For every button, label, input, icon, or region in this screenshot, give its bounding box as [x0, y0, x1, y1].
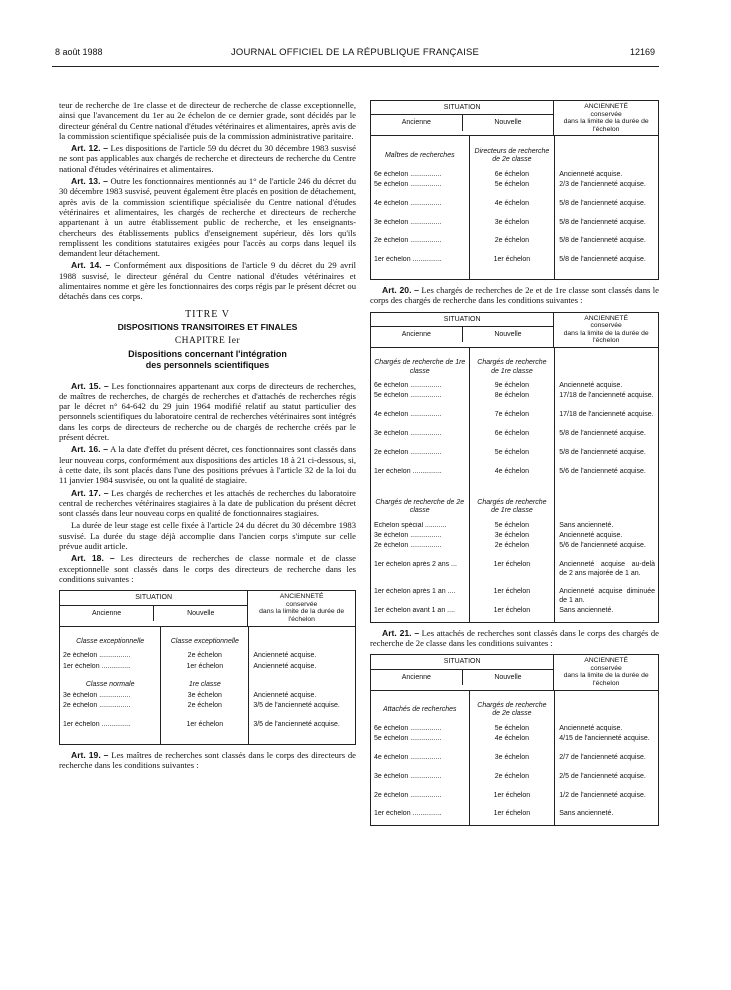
table-cell-nouvelle: 2e échelon: [494, 237, 530, 245]
group-label-nouvelle: Directeurs de recherche de 2e classe: [474, 147, 550, 163]
table-cell-anciennete: 17/18 de l'ancienneté acquise.: [559, 392, 654, 400]
group-label-ancienne: Attachés de recherches: [383, 705, 457, 713]
ancienne-value: 3e échelon: [63, 691, 98, 699]
ancienne-label: Ancienne: [60, 606, 154, 621]
table-cell-anciennete: Ancienneté acquise.: [253, 652, 317, 660]
chapitre-subheading-line2: des personnels scientifiques: [145, 359, 270, 370]
dot-leader: ................: [97, 691, 131, 699]
anciennete-header: [248, 591, 355, 625]
table-cell-nouvelle: 2e échelon: [187, 652, 222, 660]
dot-leader: ...............: [99, 720, 131, 728]
table-body: [371, 348, 658, 622]
table-cell-ancienne: [371, 773, 469, 792]
table-article-18: [59, 590, 356, 744]
titre-subheading: DISPOSITIONS TRANSITOIRES ET FINALES: [117, 321, 298, 332]
dot-leader: ...............: [410, 810, 442, 818]
situation-header: [371, 101, 554, 135]
article-14: [59, 260, 356, 301]
table-cell-ancienne: [371, 735, 469, 754]
article-17-paragraph-2: La durée de leur stage est celle fixée à l'article 24 du décret du 30 décembre 1983 susvisé. La durée du stage déjà accomplie dans l'ancien corps s'impute sur celle prévue audit article.: [59, 520, 356, 551]
table-cell-ancienne: [371, 430, 469, 449]
article-16-label: Art. 16. –: [71, 444, 109, 455]
dot-leader: ...............: [410, 256, 442, 264]
nouvelle-label: Nouvelle: [494, 673, 522, 681]
table-cell-anciennete: 5/8 de l'ancienneté acquise.: [559, 256, 646, 264]
column-ancienne: [371, 348, 470, 622]
article-15: [59, 381, 356, 443]
group-label-ancienne: Maîtres de recherches: [384, 151, 455, 159]
table-cell-nouvelle: 6e échelon: [494, 170, 530, 178]
article-17: [59, 488, 356, 519]
chapitre-subheading: [59, 349, 356, 371]
page-header: [55, 47, 655, 63]
table-cell-nouvelle: 1er échelon: [493, 607, 531, 615]
article-18: [59, 553, 356, 584]
article-13-text: Outre les fonctionnaires mentionnés au 1° de l'article 246 du décret du 30 décembre 1983 susvisé, peuvent également être placés en position de détachement, après avis de la commission scientifique spécialisée du Centre national d'études vétérinaires et alimentaires, les chargés de recherche et directeurs de recherche appartenant à un autre établissement public de recherche, et les enseignants-chercheurs des établissements publics d'enseignement supérieur, dès lors qu'ils remplissent les conditions statutaires exigées pour l'accès au corps dans lequel ils demandent leur détachement.: [59, 176, 356, 259]
table-cell-ancienne: [371, 449, 469, 468]
table-cell-nouvelle: 9e échelon: [494, 382, 530, 390]
table-cell-ancienne: [371, 725, 469, 735]
anciennete-label: ANCIENNETÉ: [584, 657, 629, 665]
ancienne-value: 1er échelon: [374, 467, 411, 475]
ancienne-value: 1er échelon: [374, 810, 411, 818]
dot-leader: ................: [408, 237, 442, 245]
article-20: [370, 285, 659, 306]
table-cell-ancienne: [371, 237, 469, 256]
article-18-text: Les directeurs de recherches de classe normale et de classe exceptionnelle sont classés dans le corps des directeurs de recherche dans les conditions suivantes :: [59, 553, 356, 584]
conservee-label: conservée: [590, 110, 622, 118]
dot-leader: ................: [97, 701, 131, 709]
situation-subheaders: [60, 606, 247, 621]
table-cell-ancienne: [371, 754, 469, 773]
ancienne-value: 4e échelon: [374, 199, 409, 207]
anciennete-label: ANCIENNETÉ: [584, 314, 629, 322]
group-label-nouvelle: Chargés de recherche de 1re classe: [477, 498, 547, 515]
nouvelle-label: Nouvelle: [187, 609, 215, 617]
dot-leader: ................: [408, 448, 442, 456]
ancienne-value: 4e échelon: [374, 411, 409, 419]
table-cell-nouvelle: 1er échelon: [186, 720, 224, 728]
table-cell-nouvelle: 1er échelon: [493, 588, 531, 596]
table-cell-anciennete: 1/2 de l'ancienneté acquise.: [559, 791, 646, 799]
group-spacer: [559, 696, 655, 725]
header-rule: [52, 66, 659, 67]
situation-label: SITUATION: [371, 655, 553, 669]
ancienne-value: 1er échelon: [374, 256, 411, 264]
table-cell-ancienne: [371, 219, 469, 238]
situation-header: [371, 655, 554, 689]
situation-label: SITUATION: [371, 101, 553, 115]
table-cell-anciennete: Ancienneté acquise.: [559, 170, 623, 178]
table-cell-ancienne: [371, 607, 469, 617]
ancienne-value: 5e échelon: [374, 735, 409, 743]
group-spacer: [253, 679, 352, 691]
table-cell-anciennete: 3/5 de l'ancienneté acquise.: [253, 720, 340, 728]
table-cell-nouvelle: 3e échelon: [187, 691, 222, 699]
article-19-label: Art. 19. –: [71, 749, 109, 760]
ancienne-value: 2e échelon: [374, 791, 409, 799]
situation-subheaders: [371, 115, 553, 130]
table-article-21: [370, 654, 659, 826]
dot-leader: ................: [408, 791, 442, 799]
conservee-label: conservée: [590, 322, 622, 330]
ancienne-label: Ancienne: [371, 115, 463, 130]
table-cell-ancienne: [60, 702, 160, 721]
dot-leader: ................: [408, 430, 442, 438]
article-15-label: Art. 15. –: [71, 380, 109, 391]
situation-subheaders: [371, 670, 553, 685]
right-column: [370, 100, 659, 826]
table-cell-anciennete: 5/6 de l'ancienneté acquise.: [559, 542, 646, 550]
paragraph-intro: teur de recherche de 1re classe et de directeur de recherche de classe exceptionnelle, ainsi que l'avancement du 1er au 2e échelon de ce dernier grade, sont décidés par le directeur général du Centre national d'études vétérinaires et alimentaires, après avis de la commission scientifique spécialisée puis de la commission administrative paritaire.: [59, 100, 356, 141]
group-label-ancienne: Classe exceptionnelle: [76, 637, 145, 645]
ancienne-value: Echelon spécial: [374, 521, 424, 529]
dot-leader: ................: [408, 180, 442, 188]
table-cell-nouvelle: 8e échelon: [494, 392, 530, 400]
table-cell-ancienne: [371, 532, 469, 542]
article-14-label: Art. 14. –: [71, 260, 111, 271]
table-cell-ancienne: [371, 522, 469, 532]
table-cell-anciennete: 3/5 de l'ancienneté acquise.: [253, 701, 340, 709]
column-nouvelle: [470, 348, 556, 622]
group-label-nouvelle: 1re classe: [188, 681, 221, 689]
group-label-ancienne: Chargés de recherche de 2e classe: [375, 498, 465, 515]
group-spacer: [253, 632, 352, 653]
article-17-text: Les chargés de recherches et les attachés de recherches du laboratoire central de recherches vétérinaires stagiaires à la date de publication du présent décret sont classés dans leur nouveau corps en qualité de fonctionnaires stagiaires.: [59, 487, 356, 519]
dot-leader: ...: [449, 561, 457, 569]
ancienne-value: 1er échelon après 1 an: [374, 588, 446, 596]
ancienne-value: 3e échelon: [374, 772, 409, 780]
table-cell-anciennete: Ancienneté acquise.: [559, 532, 623, 540]
table-cell-ancienne: [371, 382, 469, 392]
article-20-text: Les chargés de recherches de 2e et de 1re classe sont classés dans le corps des chargés de recherche dans les conditions suivantes :: [370, 284, 659, 306]
ancienne-value: 5e échelon: [374, 392, 409, 400]
article-19: [59, 750, 356, 771]
table-cell-ancienne: [371, 561, 469, 588]
group-spacer: [559, 492, 655, 521]
table-cell-nouvelle: 3e échelon: [494, 218, 530, 226]
situation-header: [371, 313, 554, 347]
article-16-text: A la date d'effet du présent décret, ces fonctionnaires sont classés dans leur nouveau corps, conformément aux dispositions des articles 18 à 21 ci-dessous, si, à cette date, ils sont placés dans l'une des positions prévues à l'article 32 de la loi du 11 janvier 1984 susvisée, ou ont la qualité de stagiaire.: [59, 444, 356, 486]
dot-leader: ................: [408, 724, 442, 732]
header-journal-title: JOURNAL OFFICIEL DE LA RÉPUBLIQUE FRANÇAISE: [230, 47, 480, 58]
ancienne-label: Ancienne: [371, 670, 463, 685]
table-cell-nouvelle: 4e échelon: [494, 467, 530, 475]
article-21: [370, 628, 659, 649]
column-ancienne: [60, 627, 161, 744]
table-header: [371, 101, 658, 136]
article-16: [59, 444, 356, 485]
ancienne-value: 1er échelon: [63, 720, 100, 728]
table-cell-anciennete: 2/5 de l'ancienneté acquise.: [559, 772, 646, 780]
dot-leader: ....: [445, 607, 455, 615]
table-cell-ancienne: [371, 411, 469, 430]
table-cell-ancienne: [371, 588, 469, 607]
limite-label: dans la limite de la durée de l'échelon: [563, 118, 649, 133]
ancienne-value: 3e échelon: [374, 430, 409, 438]
ancienne-value: 2e échelon: [374, 542, 409, 550]
dot-leader: ................: [408, 392, 442, 400]
table-cell-ancienne: [60, 692, 160, 702]
column-anciennete: [555, 348, 658, 622]
table-cell-ancienne: [371, 792, 469, 811]
article-19-text: Les maîtres de recherches sont classés dans le corps des directeurs de recherche dans les conditions suivantes :: [59, 749, 356, 770]
anciennete-header: [554, 101, 658, 135]
table-cell-nouvelle: 3e échelon: [494, 753, 530, 761]
ancienne-value: 2e échelon: [63, 701, 98, 709]
table-cell-anciennete: Ancienneté acquise au-delà de 2 ans majorée de 1 an.: [559, 561, 655, 577]
dot-leader: ................: [408, 753, 442, 761]
table-cell-nouvelle: 5e échelon: [494, 724, 530, 732]
table-header: [371, 655, 658, 690]
table-cell-nouvelle: 2e échelon: [494, 772, 530, 780]
table-header: [371, 313, 658, 348]
table-header: [60, 591, 355, 626]
ancienne-value: 2e échelon: [374, 237, 409, 245]
titre-heading: TITRE V: [185, 308, 230, 320]
dot-leader: ...........: [423, 521, 447, 529]
dot-leader: ................: [408, 772, 442, 780]
table-article-19: [370, 100, 659, 280]
table-cell-anciennete: 5/8 de l'ancienneté acquise.: [559, 199, 646, 207]
conservee-label: conservée: [590, 664, 622, 672]
ancienne-value: 6e échelon: [374, 382, 409, 390]
column-ancienne: [371, 691, 470, 825]
table-cell-ancienne: [371, 256, 469, 275]
article-12: [59, 143, 356, 174]
column-nouvelle: [161, 627, 249, 744]
nouvelle-label: Nouvelle: [494, 330, 522, 338]
situation-subheaders: [371, 327, 553, 342]
table-cell-nouvelle: 6e échelon: [494, 430, 530, 438]
table-cell-anciennete: Ancienneté acquise.: [253, 691, 317, 699]
dot-leader: ................: [408, 170, 442, 178]
table-cell-ancienne: [371, 392, 469, 411]
header-page-number: 12169: [629, 47, 655, 57]
table-cell-anciennete: 4/15 de l'ancienneté acquise.: [559, 735, 650, 743]
table-cell-anciennete: Sans ancienneté.: [559, 607, 614, 615]
article-18-label: Art. 18. –: [71, 553, 115, 564]
conservee-label: conservée: [285, 600, 318, 608]
table-cell-anciennete: 5/8 de l'ancienneté acquise.: [559, 430, 646, 438]
ancienne-value: 6e échelon: [374, 724, 409, 732]
group-spacer: [559, 353, 655, 382]
dot-leader: ................: [97, 652, 131, 660]
table-cell-nouvelle: 2e échelon: [187, 701, 222, 709]
dot-leader: ................: [408, 199, 442, 207]
column-ancienne: [371, 136, 470, 279]
article-21-label: Art. 21. –: [382, 627, 420, 638]
table-body: [371, 691, 658, 825]
column-nouvelle: [470, 691, 556, 825]
limite-label: dans la limite de la durée de l'échelon: [563, 672, 649, 687]
table-cell-nouvelle: 5e échelon: [494, 521, 530, 529]
header-date: 8 août 1988: [55, 47, 103, 57]
table-cell-anciennete: 2/3 de l'ancienneté acquise.: [559, 180, 646, 188]
group-label-nouvelle: Chargés de recherche de 1re classe: [477, 359, 547, 375]
table-cell-ancienne: [60, 663, 160, 673]
table-cell-nouvelle: 4e échelon: [494, 199, 530, 207]
article-13: [59, 176, 356, 258]
table-cell-nouvelle: 4e échelon: [494, 735, 530, 743]
table-cell-nouvelle: 1er échelon: [186, 662, 224, 670]
table-cell-nouvelle: 1er échelon: [493, 810, 531, 818]
ancienne-label: Ancienne: [371, 327, 463, 342]
dot-leader: ....: [445, 588, 456, 596]
table-cell-ancienne: [371, 810, 469, 820]
table-cell-anciennete: 17/18 de l'ancienneté acquise.: [559, 411, 654, 419]
table-cell-nouvelle: 2e échelon: [494, 542, 530, 550]
ancienne-value: 5e échelon: [374, 180, 409, 188]
anciennete-label: ANCIENNETÉ: [279, 593, 324, 601]
column-nouvelle: [470, 136, 556, 279]
ancienne-value: 3e échelon: [374, 218, 409, 226]
anciennete-label: ANCIENNETÉ: [584, 103, 629, 110]
column-anciennete: [555, 136, 658, 279]
table-cell-nouvelle: 5e échelon: [494, 448, 530, 456]
table-cell-anciennete: 5/8 de l'ancienneté acquise.: [559, 237, 646, 245]
anciennete-header: [554, 313, 658, 347]
dot-leader: ................: [408, 382, 442, 390]
table-cell-ancienne: [371, 171, 469, 181]
table-cell-nouvelle: 7e échelon: [494, 411, 530, 419]
dot-leader: ...............: [410, 467, 442, 475]
article-12-label: Art. 12. –: [71, 143, 109, 154]
dot-leader: ................: [408, 532, 442, 540]
article-20-label: Art. 20. –: [382, 284, 419, 295]
column-anciennete: [555, 691, 658, 825]
group-spacer: [559, 141, 655, 170]
table-cell-anciennete: Ancienneté acquise.: [253, 662, 317, 670]
column-anciennete: [249, 627, 355, 744]
table-cell-nouvelle: 5e échelon: [494, 180, 530, 188]
situation-header: [60, 591, 248, 625]
ancienne-value: 1er échelon: [63, 662, 100, 670]
ancienne-value: 3e échelon: [374, 532, 409, 540]
table-cell-nouvelle: 1er échelon: [493, 561, 531, 569]
group-label-nouvelle: Classe exceptionnelle: [170, 637, 239, 645]
dot-leader: ................: [408, 542, 442, 550]
table-cell-anciennete: Sans ancienneté.: [559, 521, 614, 529]
table-cell-ancienne: [371, 181, 469, 200]
situation-label: SITUATION: [371, 313, 553, 327]
table-article-20: [370, 312, 659, 623]
table-cell-anciennete: Ancienneté acquise.: [559, 382, 623, 390]
dot-leader: ................: [408, 735, 442, 743]
ancienne-value: 1er échelon après 2 ans: [374, 561, 450, 569]
table-body: [60, 627, 355, 744]
group-label-ancienne: Classe normale: [85, 681, 135, 689]
table-cell-nouvelle: 3e échelon: [494, 532, 530, 540]
table-cell-anciennete: 5/6 de l'ancienneté acquise.: [559, 467, 646, 475]
article-15-text: Les fonctionnaires appartenant aux corps de directeurs de recherches, de maîtres de recherches, de chargés de recherches et d'attachés de recherches régis par le décret n° 64-642 du 29 juin 1964 modifié relatif au statut particulier des personnels scientifiques du laboratoire central de recherches vétérinaires sont intégrés dans les corps de directeurs de recherche ou de chargés de recherche créés par le présent décret.: [59, 380, 356, 443]
article-21-text: Les attachés de recherches sont classés dans le corps des chargés de recherche de 2e classe dans les conditions suivantes :: [370, 627, 659, 648]
article-13-label: Art. 13. –: [71, 176, 108, 187]
limite-label: dans la limite de la durée de l'échelon: [259, 608, 345, 623]
table-cell-anciennete: Sans ancienneté.: [559, 810, 614, 818]
ancienne-value: 4e échelon: [374, 753, 409, 761]
table-cell-nouvelle: 1er échelon: [493, 791, 531, 799]
ancienne-value: 1er échelon avant 1 an: [374, 607, 446, 615]
limite-label: dans la limite de la durée de l'échelon: [563, 329, 649, 345]
table-body: [371, 136, 658, 279]
dot-leader: ...............: [99, 662, 131, 670]
chapitre-heading: CHAPITRE Ier: [174, 336, 241, 347]
table-cell-ancienne: [60, 652, 160, 662]
dot-leader: ................: [408, 411, 442, 419]
table-cell-anciennete: 5/8 de l'ancienneté acquise.: [559, 218, 646, 226]
table-cell-ancienne: [371, 468, 469, 487]
chapitre-subheading-line1: Dispositions concernant l'intégration: [128, 348, 287, 359]
article-14-text: Conformément aux dispositions de l'article 9 du décret du 29 avril 1988 susvisé, le directeur général du Centre national d'études vétérinaires et alimentaires nomme et gère les fonctionnaires des corps régis par le présent décret ou détachés dans ces corps.: [59, 260, 356, 302]
group-label-ancienne: Chargés de recherche de 1re classe: [374, 359, 466, 375]
anciennete-header: [554, 655, 658, 689]
situation-label: SITUATION: [60, 591, 247, 605]
table-cell-anciennete: Ancienneté acquise diminuée de 1 an.: [559, 588, 655, 604]
table-cell-nouvelle: 1er échelon: [493, 256, 531, 264]
ancienne-value: 2e échelon: [63, 652, 98, 660]
group-label-nouvelle: Chargés de recherche de 2e classe: [477, 701, 547, 718]
table-cell-ancienne: [371, 200, 469, 219]
article-12-text: Les dispositions de l'article 59 du décret du 30 décembre 1983 susvisé ne sont pas applicables aux chargés de recherche et directeurs de recherche du Centre national d'études vétérinaires et alimentaires.: [59, 143, 356, 174]
dot-leader: ................: [408, 218, 442, 226]
table-cell-anciennete: Ancienneté acquise.: [559, 724, 623, 732]
table-cell-ancienne: [371, 542, 469, 561]
table-cell-anciennete: 5/8 de l'ancienneté acquise.: [559, 448, 646, 456]
left-column: [59, 100, 356, 772]
table-cell-anciennete: 2/7 de l'ancienneté acquise.: [559, 753, 646, 761]
ancienne-value: 6e échelon: [374, 170, 409, 178]
ancienne-value: 2e échelon: [374, 448, 409, 456]
nouvelle-label: Nouvelle: [494, 119, 522, 127]
table-cell-ancienne: [60, 721, 160, 740]
article-17-label: Art. 17. –: [71, 487, 109, 498]
